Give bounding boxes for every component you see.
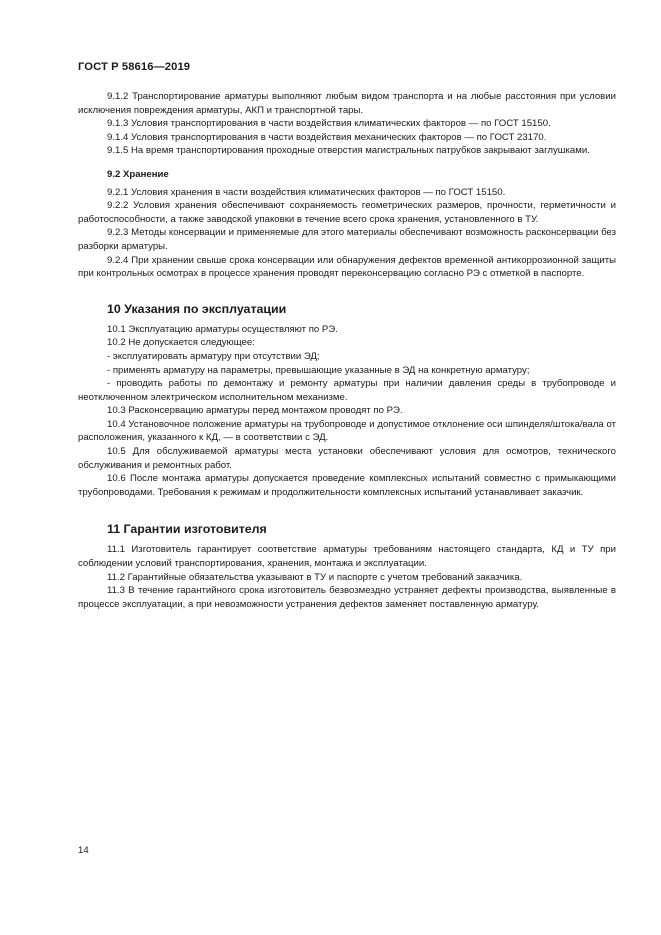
paragraph-9-2-1: 9.2.1 Условия хранения в части воздействия климатических факторов — по ГОСТ 15150. [107, 186, 506, 198]
paragraph-11-2: 11.2 Гарантийные обязательства указывают в ТУ и паспорте с учетом требований заказчика. [107, 571, 523, 583]
subsection-heading-storage: 9.2 Хранение [107, 168, 169, 180]
document-body [78, 90, 616, 611]
paragraph-11-3: 11.3 В течение гарантийного срока изготовитель безвозмездно устраняет дефекты производства, выявленные в процессе эксплуатации, а при невозможности устранения дефектов заменяет поставленную арматуру. [78, 585, 616, 610]
paragraph-9-1-4: 9.1.4 Условия транспортирования в части воздействия механических факторов — по ГОСТ 23170. [107, 131, 547, 143]
paragraph-10-1: 10.1 Эксплуатацию арматуры осуществляют по РЭ. [107, 323, 338, 335]
paragraph-9-1-3: 9.1.3 Условия транспортирования в части воздействия климатических факторов — по ГОСТ 15150. [107, 118, 551, 130]
paragraph-9-2-2: 9.2.2 Условия хранения обеспечивают сохраняемость геометрических размеров, прочности, герметичности и работоспособности, а также заводской упаковки в течение всего срока хранения, установленного в ТУ. [78, 200, 616, 225]
list-item-2: - применять арматуру на параметры, превышающие указанные в ЭД на конкретную арматуру; [107, 364, 530, 376]
section-heading-11: 11 Гарантии изготовителя [107, 522, 267, 537]
section-heading-10: 10 Указания по эксплуатации [107, 301, 287, 316]
paragraph-10-2: 10.2 Не допускается следующее: [107, 337, 255, 349]
list-item-1: - эксплуатировать арматуру при отсутствии ЭД; [107, 350, 320, 362]
paragraph-10-4: 10.4 Установочное положение арматуры на трубопроводе и допустимое отклонение оси шпинделя/штока/вала от расположения, указанного к КД, — в соответствии с ЭД. [78, 418, 616, 444]
paragraph-11-1: 11.1 Изготовитель гарантирует соответствие арматуры требованиям настоящего стандарта, КД и ТУ при соблюдении условий транспортирования, хранения, монтажа и эксплуатации. [78, 544, 616, 570]
paragraph-10-5: 10.5 Для обслуживаемой арматуры места установки обеспечивают условия для осмотров, технического обслуживания и ремонтных работ. [78, 446, 616, 471]
paragraph-10-6: 10.6 После монтажа арматуры допускается проведение комплексных испытаний совместно с примыкающими трубопроводами. Требования к режимам и продолжительности комплексных испытаний устанавливает заказчик. [78, 473, 616, 498]
paragraph-10-3: 10.3 Расконсервацию арматуры перед монтажом проводят по РЭ. [107, 405, 403, 417]
paragraph-9-1-2: 9.1.2 Транспортирование арматуры выполняют любым видом транспорта и на любые расстояния при условии исключения повреждения арматуры, АКП и транспортной тары. [78, 91, 616, 116]
standard-header: ГОСТ Р 58616—2019 [78, 61, 191, 73]
paragraph-9-2-3: 9.2.3 Методы консервации и применяемые для этого материалы обеспечивают возможность расконсервации без разборки арматуры. [78, 227, 616, 252]
paragraph-9-1-5: 9.1.5 На время транспортирования проходные отверстия магистральных патрубков закрывают заглушками. [107, 145, 590, 157]
page-number: 14 [78, 845, 89, 856]
paragraph-9-2-4: 9.2.4 При хранении свыше срока консервации или обнаружения дефектов временной антикоррозионной защиты при контрольных осмотрах в процессе хранения проводят переконсервацию согласно РЭ с отметкой в паспорте. [78, 254, 616, 280]
list-item-3: - проводить работы по демонтажу и ремонту арматуры при наличии давления среды в трубопроводе и неотключенном электрическом исполнительном механизме. [78, 378, 616, 403]
